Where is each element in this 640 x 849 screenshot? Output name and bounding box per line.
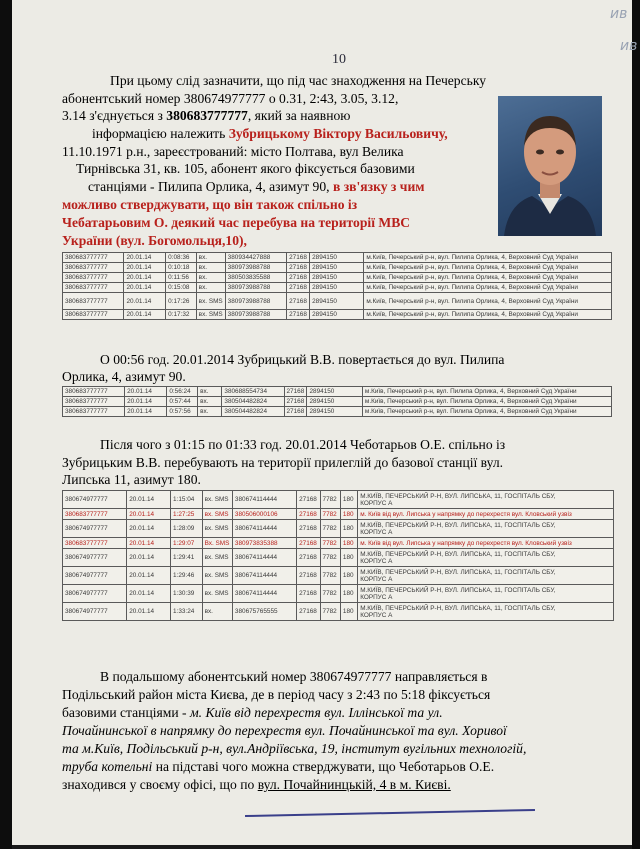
table-row — [63, 585, 614, 603]
table-cell: 380674977777 — [63, 567, 127, 585]
table-cell: 0:17:26 — [166, 293, 197, 310]
table-cell: 7782 — [320, 520, 340, 538]
table-cell: 380683777777 — [63, 283, 124, 293]
table-cell: 27168 — [287, 310, 310, 320]
para1-line10: України (вул. Богомольця,10), — [62, 233, 247, 248]
call-log-table-3 — [62, 490, 614, 621]
call-log-table-2 — [62, 386, 612, 417]
para1-line9: Чебатарьовим О. деякий час перебува на території МВС — [62, 215, 411, 230]
portrait-image — [498, 96, 602, 236]
table-cell: 27168 — [284, 397, 307, 407]
table-cell: 20.01.14 — [127, 603, 171, 621]
para3-line3: Липська 11, азимут 180. — [62, 472, 201, 487]
table-cell: 380683777777 — [63, 263, 124, 273]
table-cell: 180 — [340, 520, 357, 538]
table-cell: 380688554734 — [222, 387, 284, 397]
table-cell: вх. — [196, 263, 225, 273]
table-cell: вх. SMS — [196, 293, 225, 310]
para4-line6-italic: труба котельні — [62, 759, 153, 774]
para1-line4-end: , — [444, 126, 448, 141]
table-cell: 20.01.14 — [124, 253, 166, 263]
table-cell: 27168 — [287, 283, 310, 293]
table-cell: 380504482824 — [222, 397, 284, 407]
table-cell: м.Київ, Печерський р-н, вул. Пилипа Орлика, 4, Верховний Суд України — [362, 397, 611, 407]
table-row — [63, 387, 612, 397]
table-cell: 20.01.14 — [127, 509, 171, 520]
table-cell: 380973988788 — [225, 293, 286, 310]
table-cell: м.Київ, Печерський р-н, вул. Пилипа Орлика, 4, Верховний Суд України — [362, 407, 611, 417]
table-cell: 380506000106 — [232, 509, 296, 520]
para1-line1: При цьому слід зазначити, що під час знаходження на Печерську — [110, 73, 487, 88]
table-cell: 0:11:56 — [166, 273, 197, 283]
table-cell: 380934427888 — [225, 253, 286, 263]
para1-line4-text: інформацією належить — [92, 126, 226, 141]
table-cell: вх. SMS — [202, 567, 232, 585]
table-cell: 7782 — [320, 509, 340, 520]
table-cell: м. Київ від вул. Липська у напрямку до перехрестя вул. Кловський узвіз — [358, 509, 614, 520]
table-cell: 20.01.14 — [127, 538, 171, 549]
handwritten-initials-bottom: ив — [620, 38, 638, 54]
page-number: 10 — [332, 52, 346, 67]
table-cell: М.КИЇВ, ПЕЧЕРСЬКИЙ Р-Н, ВУЛ. ЛИПСЬКА, 11, ГОСПІТАЛЬ СБУ, КОРПУС А — [358, 491, 614, 509]
table-cell: 2894150 — [310, 253, 364, 263]
table-cell: 380674114444 — [232, 491, 296, 509]
table-cell: вх. SMS — [202, 549, 232, 567]
table-cell: 27168 — [287, 293, 310, 310]
table-cell: 380674114444 — [232, 520, 296, 538]
para2-line1: О 00:56 год. 20.01.2014 Зубрицький В.В. повертається до вул. Пилипа — [100, 352, 505, 367]
table-cell: 0:15:08 — [166, 283, 197, 293]
table-cell: 27168 — [297, 549, 320, 567]
table-cell: 180 — [340, 567, 357, 585]
address-building: КОРПУС А — [360, 611, 393, 619]
table-cell: 180 — [340, 491, 357, 509]
table-row — [63, 567, 614, 585]
table-cell: 380674114444 — [232, 585, 296, 603]
table-row — [63, 491, 614, 509]
table-cell: М.КИЇВ, ПЕЧЕРСЬКИЙ Р-Н, ВУЛ. ЛИПСЬКА, 11, ГОСПІТАЛЬ СБУ, КОРПУС А — [358, 567, 614, 585]
table-cell: 7782 — [320, 491, 340, 509]
table-cell: 7782 — [320, 549, 340, 567]
table-row — [63, 397, 612, 407]
table-cell: 380674114444 — [232, 567, 296, 585]
person-photo — [498, 96, 602, 236]
para1-line5: 11.10.1971 р.н., зареєстрований: місто Полтава, вул Велика — [62, 144, 404, 159]
table-cell: вх. — [198, 397, 222, 407]
table-cell: 7782 — [320, 567, 340, 585]
table-row — [63, 520, 614, 538]
table-cell: 380973835388 — [232, 538, 296, 549]
table-cell: 27168 — [287, 263, 310, 273]
table-cell: 380973988788 — [225, 283, 286, 293]
table-cell: м.Київ, Печерський р-н, вул. Пилипа Орлика, 4, Верховний Суд України — [364, 253, 612, 263]
table-cell: 20.01.14 — [124, 263, 166, 273]
para3-line1: Після чого з 01:15 по 01:33 год. 20.01.2014 Чеботарьов О.Е. спільно із — [100, 437, 506, 452]
table-cell: вх. SMS — [202, 520, 232, 538]
table-cell: 20.01.14 — [127, 567, 171, 585]
table-cell: 27168 — [287, 273, 310, 283]
table-cell: 180 — [340, 549, 357, 567]
para4-line6 — [62, 758, 614, 776]
table-cell: 20.01.14 — [127, 549, 171, 567]
table-cell: 0:17:32 — [166, 310, 197, 320]
table-row — [63, 538, 614, 549]
table-cell: 27168 — [297, 585, 320, 603]
para1-line3-end: , який за наявною — [247, 108, 351, 123]
person-name: Зубрицькому Віктору Васильовичу — [228, 126, 445, 141]
table-cell: 20.01.14 — [124, 293, 166, 310]
table-cell: 0:57:56 — [167, 407, 198, 417]
table-cell: 380683777777 — [63, 538, 127, 549]
table-cell: 7782 — [320, 585, 340, 603]
table-cell: 380973988788 — [225, 310, 286, 320]
table-cell: 0:08:36 — [166, 253, 197, 263]
table-cell: 20.01.14 — [125, 407, 167, 417]
table-cell: вх. — [196, 283, 225, 293]
para1-line7-text: станціями - Пилипа Орлика, 4, азимут 90, — [88, 179, 330, 194]
table-cell: вх. — [196, 253, 225, 263]
photo-edge-left — [0, 0, 12, 849]
table-cell: 180 — [340, 603, 357, 621]
table-cell: 380674977777 — [63, 520, 127, 538]
table-cell: 1:29:46 — [170, 567, 202, 585]
table-cell: М.КИЇВ, ПЕЧЕРСЬКИЙ Р-Н, ВУЛ. ЛИПСЬКА, 11, ГОСПІТАЛЬ СБУ, КОРПУС А — [358, 585, 614, 603]
table-cell: вх. SMS — [202, 585, 232, 603]
table-cell: вх. — [202, 603, 232, 621]
table-row — [63, 283, 612, 293]
table-cell: 20.01.14 — [125, 387, 167, 397]
table-cell: 380973988788 — [225, 263, 286, 273]
table-cell: 20.01.14 — [127, 491, 171, 509]
table-cell: 27168 — [287, 253, 310, 263]
table-cell: 27168 — [284, 387, 307, 397]
table-cell: 380504482824 — [222, 407, 284, 417]
table-cell: м. Київ від вул. Липська у напрямку до перехрестя вул. Кловський узвіз — [358, 538, 614, 549]
table-cell: вх. SMS — [196, 310, 225, 320]
table-row — [63, 509, 614, 520]
table-cell: 2894150 — [310, 283, 364, 293]
table-cell: м.Київ, Печерський р-н, вул. Пилипа Орлика, 4, Верховний Суд України — [364, 273, 612, 283]
para1-line4 — [92, 125, 488, 143]
para4-line2: Подільський район міста Києва, де в період часу з 2:43 по 5:18 фіксується — [62, 687, 491, 702]
table-cell: 380683777777 — [63, 273, 124, 283]
table-cell: 2894150 — [307, 407, 362, 417]
table-cell: м.Київ, Печерський р-н, вул. Пилипа Орлика, 4, Верховний Суд України — [364, 293, 612, 310]
table-cell: М.КИЇВ, ПЕЧЕРСЬКИЙ Р-Н, ВУЛ. ЛИПСЬКА, 11, ГОСПІТАЛЬ СБУ, КОРПУС А — [358, 603, 614, 621]
table-row — [63, 310, 612, 320]
para4-line3-italic: м. Київ від перехрестя вул. Іллінської та ул. — [189, 705, 443, 720]
para1-line2: абонентський номер 380674977777 о 0.31, 2:43, 3.05, 3.12, — [62, 91, 399, 106]
para3-line2: Зубрицьким В.В. перебувають на території прилеглій до базової станції вул. — [62, 455, 504, 470]
table-cell: 380674977777 — [63, 491, 127, 509]
para1-line3-text: 3.14 з'єднується з — [62, 108, 163, 123]
address-building: КОРПУС А — [360, 593, 393, 601]
table-cell: 380683777777 — [63, 293, 124, 310]
table-cell: 2894150 — [310, 310, 364, 320]
table-cell: 2894150 — [307, 397, 362, 407]
para1-line7-red: в зв'язку з чим — [332, 179, 425, 194]
table-cell: 1:29:07 — [170, 538, 202, 549]
para4-line3 — [62, 704, 614, 722]
table-cell: вх. — [198, 407, 222, 417]
table-cell: 0:57:44 — [167, 397, 198, 407]
table-cell: 380683777777 — [63, 407, 125, 417]
table-cell: 0:10:18 — [166, 263, 197, 273]
table-cell: 7782 — [320, 603, 340, 621]
table-cell: 380674114444 — [232, 549, 296, 567]
table-cell: М.КИЇВ, ПЕЧЕРСЬКИЙ Р-Н, ВУЛ. ЛИПСЬКА, 11, ГОСПІТАЛЬ СБУ, КОРПУС А — [358, 520, 614, 538]
table-cell: 380683777777 — [63, 509, 127, 520]
table-cell: м.Київ, Печерський р-н, вул. Пилипа Орлика, 4, Верховний Суд України — [364, 283, 612, 293]
table-cell: 27168 — [297, 520, 320, 538]
table-cell: м.Київ, Печерський р-н, вул. Пилипа Орлика, 4, Верховний Суд України — [362, 387, 611, 397]
subscriber-number: 380683777777 — [166, 108, 248, 123]
table-cell: 380674977777 — [63, 549, 127, 567]
table-row — [63, 603, 614, 621]
table-cell: вх. SMS — [202, 491, 232, 509]
table-cell: 2894150 — [310, 273, 364, 283]
table-cell: 27168 — [297, 538, 320, 549]
para4-line7 — [62, 776, 614, 794]
table-cell: 2894150 — [310, 293, 364, 310]
table-row — [63, 549, 614, 567]
table-cell: 0:56:24 — [167, 387, 198, 397]
table-cell: 20.01.14 — [124, 310, 166, 320]
table-row — [63, 253, 612, 263]
table-cell: вх. — [196, 273, 225, 283]
para2-line2: Орлика, 4, азимут 90. — [62, 369, 186, 384]
table-row — [63, 263, 612, 273]
table-cell: 27168 — [297, 567, 320, 585]
table-cell: м.Київ, Печерський р-н, вул. Пилипа Орлика, 4, Верховний Суд України — [364, 310, 612, 320]
table-cell: 27168 — [297, 491, 320, 509]
table-cell: 180 — [340, 509, 357, 520]
table-cell: 1:15:04 — [170, 491, 202, 509]
para1-line7 — [88, 178, 488, 196]
table-cell: 27168 — [284, 407, 307, 417]
para4-line1: В подальшому абонентський номер 380674977777 направляється в — [100, 669, 488, 684]
table-cell: М.КИЇВ, ПЕЧЕРСЬКИЙ Р-Н, ВУЛ. ЛИПСЬКА, 11, ГОСПІТАЛЬ СБУ, КОРПУС А — [358, 549, 614, 567]
table-cell: 380683777777 — [63, 397, 125, 407]
table-cell: 20.01.14 — [124, 283, 166, 293]
address-building: КОРПУС А — [360, 557, 393, 565]
table-cell: 380683777777 — [63, 253, 124, 263]
table-cell: 380683777777 — [63, 310, 124, 320]
para4-line4: Почайнинської в напрямку до перехрестя вул. Почайнинської та вул. Хоривої — [62, 723, 507, 738]
table-cell: 20.01.14 — [127, 520, 171, 538]
table-cell: м.Київ, Печерський р-н, вул. Пилипа Орлика, 4, Верховний Суд України — [364, 263, 612, 273]
table-cell: 380674977777 — [63, 603, 127, 621]
table-cell: 1:28:09 — [170, 520, 202, 538]
para4-line3-text: базовими станціями - — [62, 705, 187, 720]
table-cell: 380683777777 — [63, 387, 125, 397]
table-cell: 2894150 — [310, 263, 364, 273]
para1-line3 — [62, 107, 488, 125]
table-cell: 380675765555 — [232, 603, 296, 621]
address-building: КОРПУС А — [360, 499, 393, 507]
table-cell: вх. — [198, 387, 222, 397]
table-cell: 380674977777 — [63, 585, 127, 603]
para4-line6-text: на підставі чого можна стверджувати, що Чеботарьов О.Е. — [155, 759, 495, 774]
table-cell: 380503835588 — [225, 273, 286, 283]
table-cell: 1:27:25 — [170, 509, 202, 520]
table-cell: 1:29:41 — [170, 549, 202, 567]
table-cell: 2894150 — [307, 387, 362, 397]
para4-line5: та м.Київ, Подільський р-н, вул.Андріївська, 19, інститут вугільних технологій, — [62, 741, 527, 756]
para1-line6: Тирнівська 31, кв. 105, абонент якого фіксується базовими — [76, 161, 415, 176]
table-cell: 1:30:39 — [170, 585, 202, 603]
photo-edge-right — [632, 0, 640, 849]
table-cell: 1:33:24 — [170, 603, 202, 621]
table-cell: 20.01.14 — [124, 273, 166, 283]
table-cell: 27168 — [297, 509, 320, 520]
para1-line8: можливо стверджувати, що він також спільно із — [62, 197, 358, 212]
table-row — [63, 407, 612, 417]
handwritten-initials-top: ив — [610, 6, 628, 22]
address-building: КОРПУС А — [360, 575, 393, 583]
table-cell: 20.01.14 — [127, 585, 171, 603]
table-cell: 20.01.14 — [125, 397, 167, 407]
address-building: КОРПУС А — [360, 528, 393, 536]
table-cell: 180 — [340, 538, 357, 549]
table-cell: Вх. SMS — [202, 538, 232, 549]
table-row — [63, 293, 612, 310]
table-row — [63, 273, 612, 283]
table-cell: вх. SMS — [202, 509, 232, 520]
call-log-table-1 — [62, 252, 612, 320]
table-cell: 7782 — [320, 538, 340, 549]
table-cell: 27168 — [297, 603, 320, 621]
office-address: вул. Почайнинцькій, 4 в м. Києві. — [257, 777, 451, 792]
para4-line7-text: знаходився у своєму офісі, що по — [62, 777, 255, 792]
table-cell: 180 — [340, 585, 357, 603]
